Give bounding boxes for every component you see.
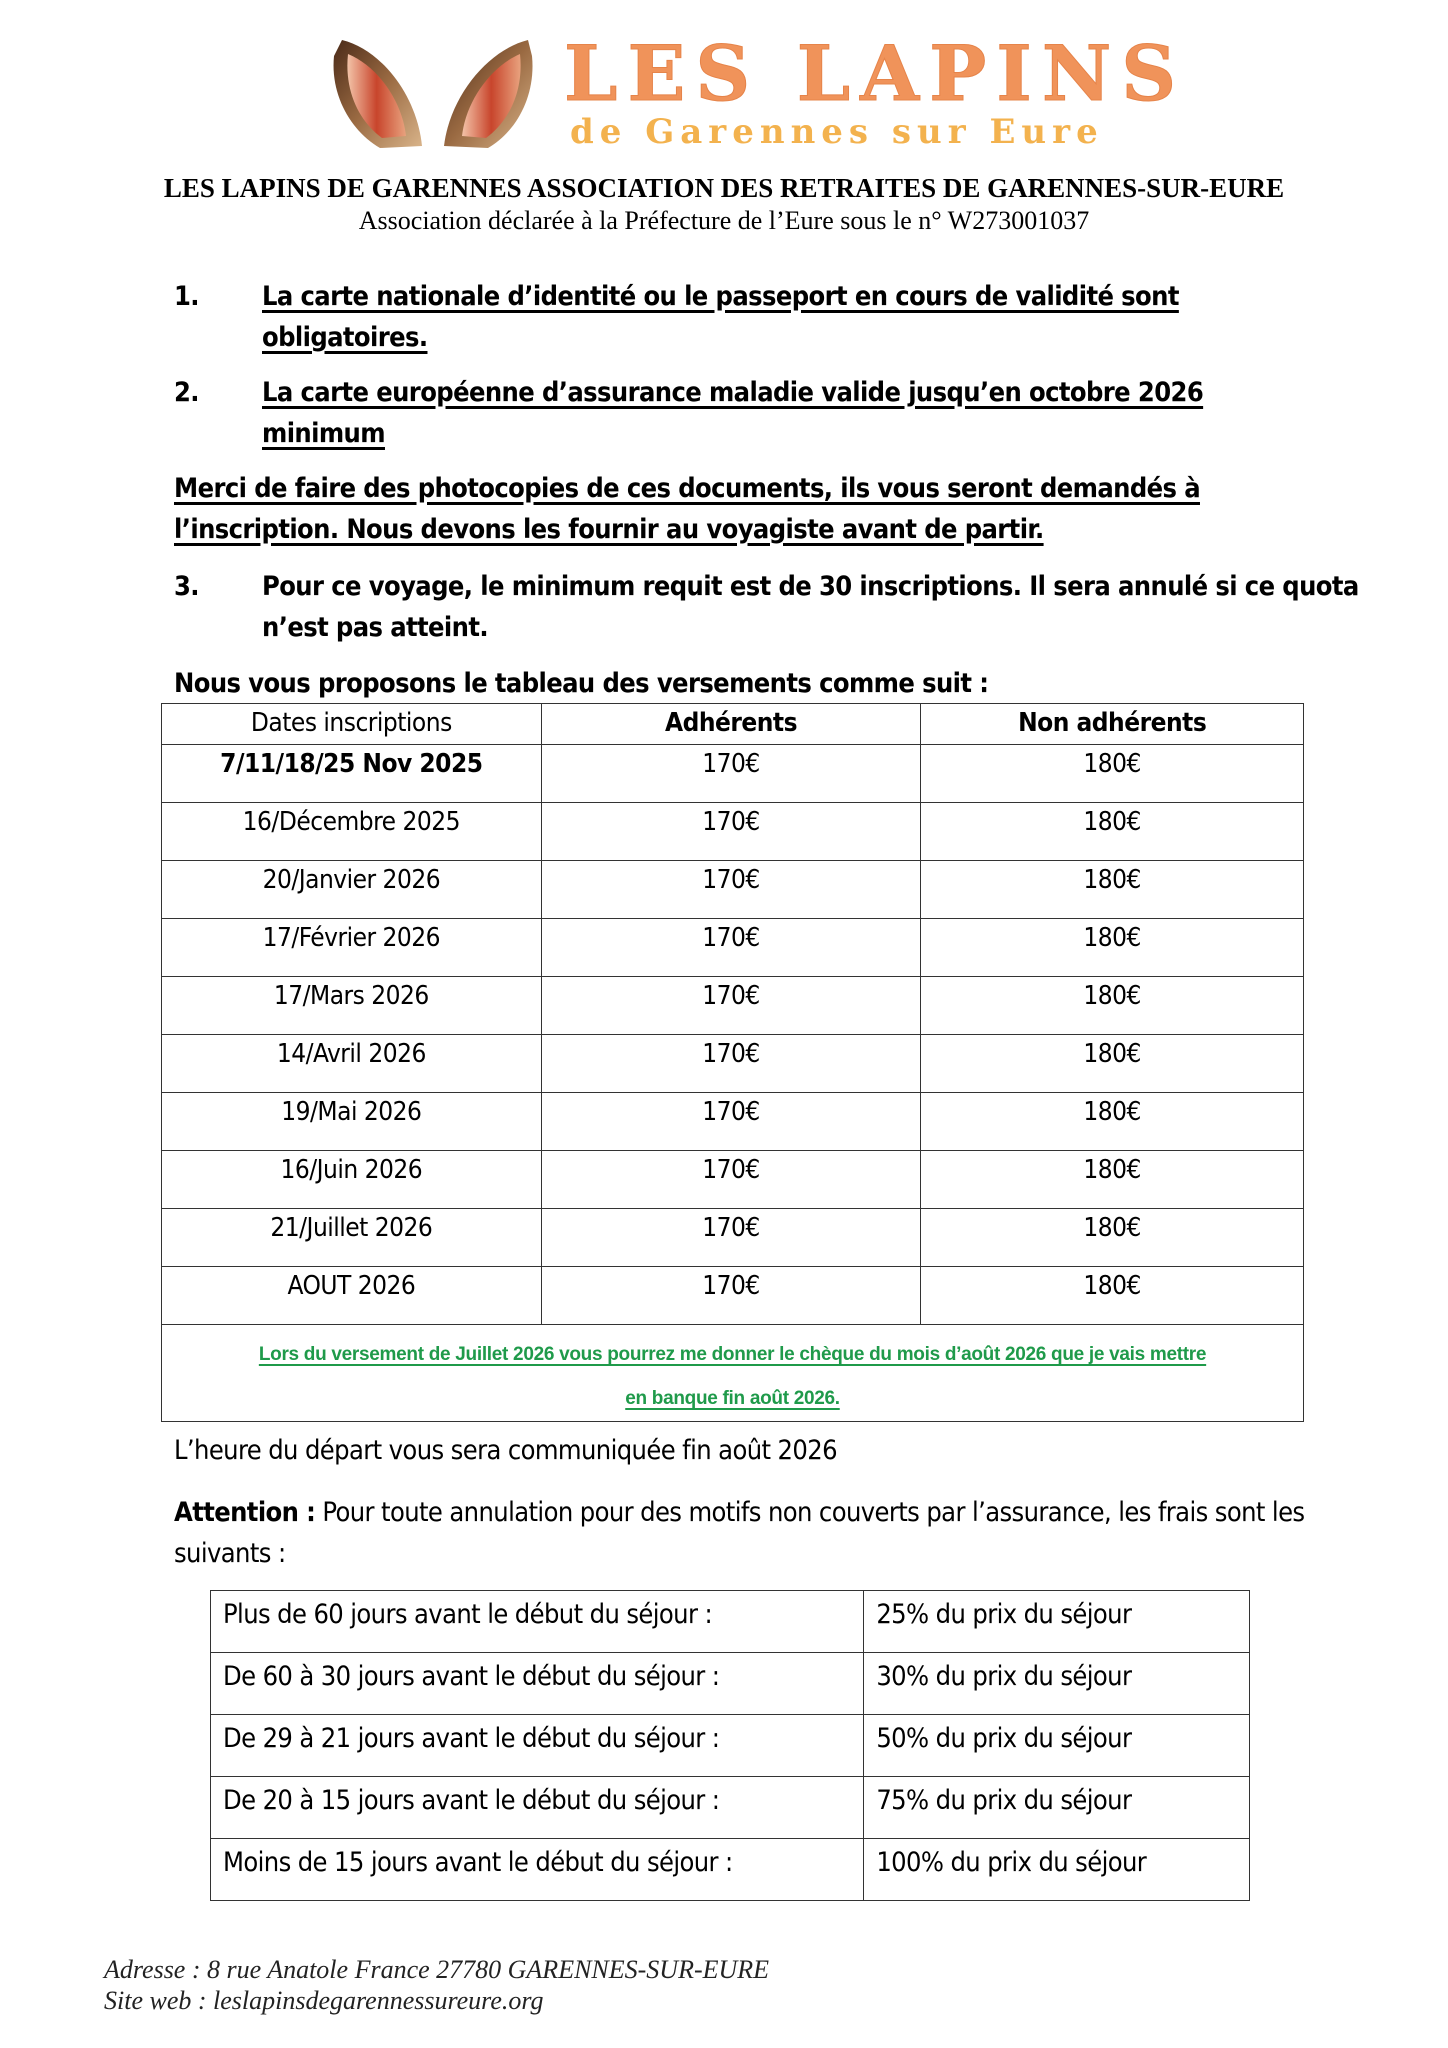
non-members-amount: 180€ (921, 1209, 1304, 1267)
members-amount: 170€ (541, 1093, 921, 1151)
cancellation-fees-table (210, 1590, 1250, 1901)
payment-date: 16/Décembre 2025 (162, 803, 542, 861)
payment-date: 16/Juin 2026 (162, 1151, 542, 1209)
table-row (211, 1777, 1250, 1839)
association-registration: Association déclarée à la Préfecture de l’Eure sous le n° W273001037 (358, 206, 1090, 235)
footer-website: Site web : leslapinsdegarennessureure.org (104, 1986, 544, 2015)
table-row (162, 803, 1304, 861)
non-members-amount: 180€ (921, 1267, 1304, 1325)
cancellation-period: De 60 à 30 jours avant le début du séjour : (211, 1653, 864, 1715)
non-members-amount: 180€ (921, 803, 1304, 861)
minimum-notice (174, 566, 1382, 648)
non-members-amount: 180€ (921, 919, 1304, 977)
column-header-dates: Dates inscriptions (162, 704, 542, 745)
table-row (162, 1093, 1304, 1151)
non-members-amount: 180€ (921, 861, 1304, 919)
table-row (211, 1653, 1250, 1715)
minimum-notice-text: Pour ce voyage, le minimum requit est de 30 inscriptions. Il sera annulé si ce quota n’est pas atteint. (262, 571, 1359, 643)
table-row (162, 919, 1304, 977)
cancellation-fee: 100% du prix du séjour (864, 1839, 1250, 1901)
requirement-item-1 (174, 276, 1332, 358)
members-amount: 170€ (541, 919, 921, 977)
column-header-members: Adhérents (541, 704, 921, 745)
non-members-amount: 180€ (921, 977, 1304, 1035)
attention-text: Pour toute annulation pour des motifs non couverts par l’assurance, les frais sont les suivants : (174, 1497, 1305, 1569)
footer-address: Adresse : 8 rue Anatole France 27780 GARENNES-SUR-EURE (104, 1955, 770, 1984)
logo-title: LES LAPINS (564, 29, 1187, 118)
requirement-text: La carte nationale d’identité ou le passeport en cours de validité sont obligatoires. (262, 281, 1179, 353)
non-members-amount: 180€ (921, 1151, 1304, 1209)
table-header-row (162, 704, 1304, 745)
members-amount: 170€ (541, 861, 921, 919)
payments-intro: Nous vous proposons le tableau des versements comme suit : (174, 668, 989, 699)
table-row (162, 1035, 1304, 1093)
payment-date: 21/Juillet 2026 (162, 1209, 542, 1267)
cancellation-period: De 29 à 21 jours avant le début du séjour : (211, 1715, 864, 1777)
cancellation-period: Plus de 60 jours avant le début du séjour : (211, 1591, 864, 1653)
table-row (162, 1151, 1304, 1209)
members-amount: 170€ (541, 803, 921, 861)
departure-notice: L’heure du départ vous sera communiquée fin août 2026 (174, 1435, 837, 1466)
payment-date: 14/Avril 2026 (162, 1035, 542, 1093)
requirement-item-2 (174, 372, 1332, 454)
attention-notice (174, 1492, 1324, 1574)
item-number: 3. (174, 571, 199, 602)
table-row (211, 1591, 1250, 1653)
payment-date: AOUT 2026 (162, 1267, 542, 1325)
payment-date: 20/Janvier 2026 (162, 861, 542, 919)
association-logo (318, 30, 1218, 160)
cancellation-fee: 50% du prix du séjour (864, 1715, 1250, 1777)
table-row (162, 1209, 1304, 1267)
table-row (211, 1715, 1250, 1777)
non-members-amount: 180€ (921, 745, 1304, 803)
members-amount: 170€ (541, 1267, 921, 1325)
payment-date: 17/Février 2026 (162, 919, 542, 977)
item-number: 1. (174, 281, 199, 312)
item-number: 2. (174, 377, 199, 408)
members-amount: 170€ (541, 745, 921, 803)
payment-date: 7/11/18/25 Nov 2025 (162, 745, 542, 803)
requirement-text: La carte européenne d’assurance maladie valide jusqu’en octobre 2026 minimum (262, 377, 1204, 449)
column-header-non-members: Non adhérents (921, 704, 1304, 745)
payment-date: 17/Mars 2026 (162, 977, 542, 1035)
table-row (162, 745, 1304, 803)
members-amount: 170€ (541, 1151, 921, 1209)
logo-subtitle: de Garennes sur Eure (570, 112, 1104, 152)
members-amount: 170€ (541, 977, 921, 1035)
cancellation-fee: 25% du prix du séjour (864, 1591, 1250, 1653)
note-line-2: en banque fin août 2026. (625, 1388, 840, 1409)
cancellation-period: De 20 à 15 jours avant le début du séjour : (211, 1777, 864, 1839)
association-name: LES LAPINS DE GARENNES ASSOCIATION DES RETRAITES DE GARENNES-SUR-EURE (163, 173, 1285, 203)
payments-table (161, 703, 1304, 1422)
cancellation-fee: 75% du prix du séjour (864, 1777, 1250, 1839)
table-row (211, 1839, 1250, 1901)
members-amount: 170€ (541, 1209, 921, 1267)
photocopy-notice: Merci de faire des photocopies de ces documents, ils vous seront demandés à l’inscription. Nous devons les fournir au voyagiste avant de partir. (174, 473, 1200, 545)
attention-label: Attention : (174, 1497, 316, 1528)
table-row (162, 977, 1304, 1035)
note-line-1: Lors du versement de Juillet 2026 vous pourrez me donner le chèque du mois d’août 2026 que je vais mettre (258, 1344, 1207, 1365)
rabbit-ears-icon (322, 36, 544, 154)
non-members-amount: 180€ (921, 1093, 1304, 1151)
cancellation-fee: 30% du prix du séjour (864, 1653, 1250, 1715)
table-row (162, 1267, 1304, 1325)
payment-date: 19/Mai 2026 (162, 1093, 542, 1151)
cancellation-period: Moins de 15 jours avant le début du séjour : (211, 1839, 864, 1901)
table-note-row (162, 1325, 1304, 1422)
non-members-amount: 180€ (921, 1035, 1304, 1093)
table-row (162, 861, 1304, 919)
members-amount: 170€ (541, 1035, 921, 1093)
august-cheque-note (162, 1325, 1304, 1422)
